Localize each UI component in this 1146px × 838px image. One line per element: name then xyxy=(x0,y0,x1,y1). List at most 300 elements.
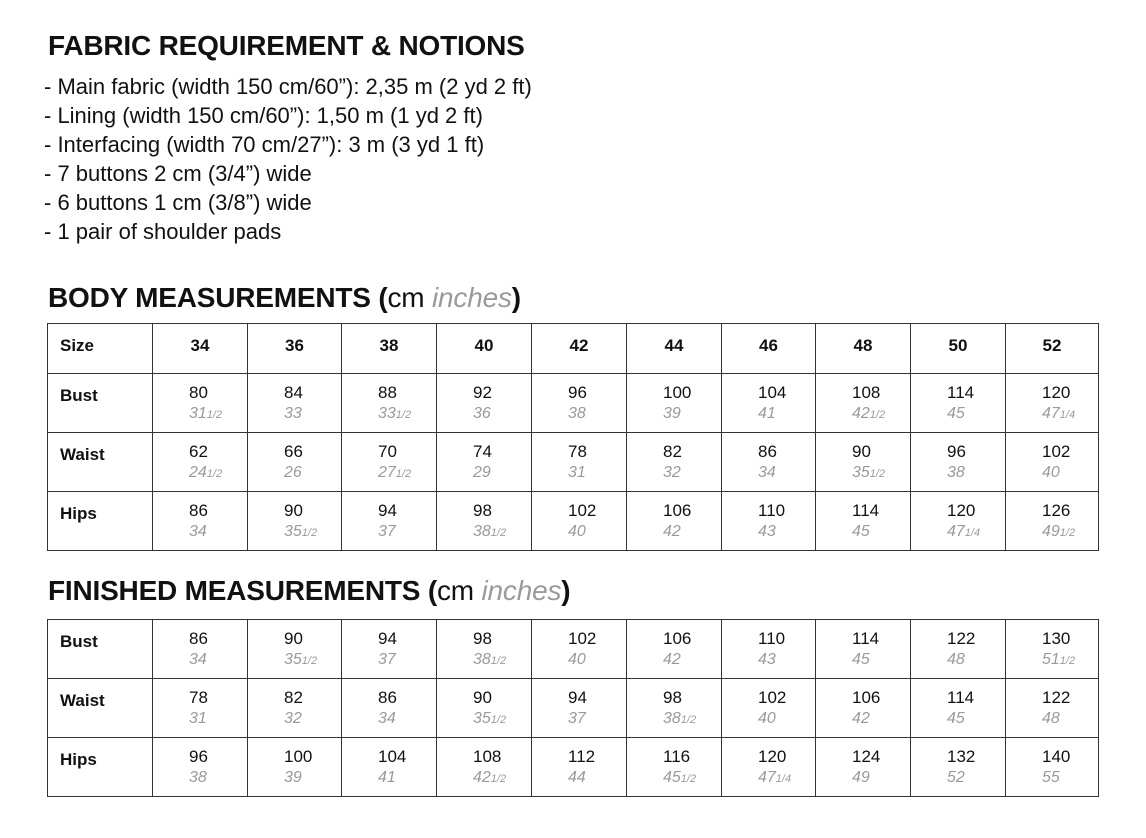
inch-value xyxy=(189,403,247,426)
measure-cell xyxy=(627,738,722,797)
inch-whole: 45 xyxy=(947,710,965,727)
cell-values xyxy=(437,433,531,484)
inch-whole: 52 xyxy=(947,769,965,786)
measure-cell xyxy=(627,679,722,738)
cell-values xyxy=(437,620,531,672)
inch-value xyxy=(473,708,531,731)
measure-cell xyxy=(342,738,437,797)
inch-value xyxy=(568,767,626,789)
cm-value: 98 xyxy=(473,501,492,520)
inch-whole: 32 xyxy=(663,464,681,481)
measure-cell xyxy=(627,374,722,433)
inch-value xyxy=(284,521,341,544)
cell-values xyxy=(248,433,341,484)
inch-whole: 27 xyxy=(378,464,396,481)
cell-values xyxy=(816,738,910,789)
size-label: Size xyxy=(48,324,153,374)
cell-values xyxy=(816,679,910,730)
cell-values xyxy=(153,492,247,543)
cell-values xyxy=(248,620,341,672)
measure-cell xyxy=(911,433,1006,492)
cm-value: 66 xyxy=(284,442,303,461)
measure-cell xyxy=(816,738,911,797)
cm-value: 96 xyxy=(568,383,587,402)
cell-values xyxy=(342,620,436,671)
cell-values xyxy=(153,620,247,671)
measure-cell xyxy=(532,492,627,551)
inch-whole: 41 xyxy=(758,405,776,422)
cm-value: 82 xyxy=(663,442,682,461)
inch-whole: 47 xyxy=(758,769,776,786)
inch-whole: 40 xyxy=(568,651,586,668)
cell-values xyxy=(722,492,815,543)
inch-value xyxy=(758,462,815,484)
inch-fraction: 1/2 xyxy=(869,409,886,421)
measure-cell xyxy=(437,433,532,492)
measure-cell xyxy=(816,679,911,738)
cm-value: 120 xyxy=(947,501,976,520)
cm-value: 102 xyxy=(568,501,597,520)
inch-value xyxy=(284,767,341,789)
cm-value: 120 xyxy=(1042,383,1071,402)
inch-value xyxy=(947,767,1005,789)
cm-value: 92 xyxy=(473,383,492,402)
inch-whole: 43 xyxy=(758,523,776,540)
cm-value: 114 xyxy=(947,688,975,707)
cell-values xyxy=(722,679,815,730)
cm-value: 112 xyxy=(568,747,596,766)
inch-whole: 35 xyxy=(284,523,302,540)
inch-value xyxy=(378,649,436,671)
cm-value: 102 xyxy=(758,688,787,707)
cell-values xyxy=(722,374,815,425)
fabric-title: FABRIC REQUIREMENT & NOTIONS xyxy=(48,30,525,61)
cm-value: 122 xyxy=(947,629,976,648)
cell-values xyxy=(911,620,1005,671)
measure-cell xyxy=(437,374,532,433)
cell-values xyxy=(911,433,1005,484)
table-row xyxy=(48,738,1099,797)
cm-value: 90 xyxy=(852,442,871,461)
cell-values xyxy=(532,738,626,789)
inch-whole: 45 xyxy=(852,651,870,668)
inch-fraction: 1/2 xyxy=(301,527,318,539)
notions-list xyxy=(44,72,532,246)
cell-values xyxy=(532,679,626,730)
cm-value: 94 xyxy=(568,688,587,707)
unit-inches: inches xyxy=(432,282,512,313)
notion-item: - 7 buttons 2 cm (3/4”) wide xyxy=(44,161,312,186)
cm-value: 104 xyxy=(378,747,407,766)
inch-value xyxy=(473,767,531,790)
cm-value: 106 xyxy=(852,688,881,707)
inch-value xyxy=(947,403,1005,425)
cm-value: 140 xyxy=(1042,747,1071,766)
measure-cell xyxy=(627,492,722,551)
inch-whole: 29 xyxy=(473,464,491,481)
cell-values xyxy=(532,492,626,543)
inch-value xyxy=(663,767,721,790)
table-row xyxy=(48,620,1099,679)
inch-whole: 26 xyxy=(284,464,302,481)
inch-whole: 48 xyxy=(947,651,965,668)
cell-values xyxy=(437,679,531,731)
measure-cell xyxy=(627,433,722,492)
cm-value: 124 xyxy=(852,747,881,766)
measure-cell xyxy=(342,374,437,433)
inch-whole: 42 xyxy=(473,769,491,786)
cell-values xyxy=(1006,374,1098,426)
inch-whole: 33 xyxy=(284,405,302,422)
measure-cell xyxy=(342,620,437,679)
inch-value xyxy=(947,708,1005,730)
table-row xyxy=(48,374,1099,433)
cell-values xyxy=(911,738,1005,789)
cm-value: 130 xyxy=(1042,629,1071,648)
cell-values xyxy=(153,679,247,730)
inch-value xyxy=(663,708,721,731)
inch-value xyxy=(663,649,721,671)
cell-values xyxy=(248,374,341,425)
cm-value: 90 xyxy=(473,688,492,707)
notion-item: - Main fabric (width 150 cm/60”): 2,35 m (2 yd 2 ft) xyxy=(44,74,532,99)
measure-cell xyxy=(153,433,248,492)
inch-value xyxy=(473,649,531,672)
cm-value: 122 xyxy=(1042,688,1071,707)
inch-value xyxy=(947,649,1005,671)
cell-values xyxy=(722,433,815,484)
inch-value xyxy=(758,649,815,671)
measure-cell xyxy=(153,374,248,433)
cm-value: 88 xyxy=(378,383,397,402)
cm-value: 106 xyxy=(663,501,692,520)
measure-cell xyxy=(437,620,532,679)
inch-fraction: 1/2 xyxy=(206,468,223,480)
cm-value: 78 xyxy=(189,688,208,707)
cm-value: 90 xyxy=(284,501,303,520)
inch-value xyxy=(568,521,626,543)
inch-whole: 37 xyxy=(568,710,586,727)
measure-cell xyxy=(342,679,437,738)
row-label: Waist xyxy=(48,679,153,738)
cm-value: 102 xyxy=(568,629,597,648)
inch-whole: 38 xyxy=(568,405,586,422)
inch-value xyxy=(663,403,721,425)
measure-cell xyxy=(816,492,911,551)
measure-cell xyxy=(911,620,1006,679)
inch-whole: 45 xyxy=(947,405,965,422)
inch-value xyxy=(852,767,910,789)
cm-value: 82 xyxy=(284,688,303,707)
measure-cell xyxy=(816,620,911,679)
inch-value xyxy=(758,403,815,425)
inch-value xyxy=(473,521,531,544)
measure-cell xyxy=(816,433,911,492)
inch-fraction: 1/4 xyxy=(1059,409,1076,421)
cm-value: 98 xyxy=(473,629,492,648)
cm-value: 86 xyxy=(189,501,208,520)
cell-values xyxy=(627,433,721,484)
unit-inches: inches xyxy=(481,575,562,606)
cm-value: 94 xyxy=(378,501,397,520)
inch-value xyxy=(189,521,247,543)
size-header: 44 xyxy=(627,324,722,374)
measure-cell xyxy=(722,738,816,797)
inch-whole: 44 xyxy=(568,769,586,786)
cell-values xyxy=(437,492,531,544)
cell-values xyxy=(1006,620,1098,672)
cell-values xyxy=(532,433,626,484)
cm-value: 108 xyxy=(852,383,881,402)
inch-fraction: 1/4 xyxy=(964,527,981,539)
inch-whole: 31 xyxy=(189,710,207,727)
inch-whole: 49 xyxy=(1042,523,1060,540)
measure-cell xyxy=(911,374,1006,433)
inch-value xyxy=(568,708,626,730)
inch-value xyxy=(852,403,910,426)
cm-value: 100 xyxy=(284,747,313,766)
title-close: ) xyxy=(561,575,571,606)
title-text: FINISHED MEASUREMENTS ( xyxy=(48,575,437,606)
inch-fraction: 1/2 xyxy=(680,714,697,726)
cell-values xyxy=(1006,433,1098,484)
inch-fraction: 1/2 xyxy=(395,409,412,421)
cell-values xyxy=(722,620,815,671)
measure-cell xyxy=(1006,620,1099,679)
cell-values xyxy=(342,492,436,543)
inch-whole: 42 xyxy=(852,405,870,422)
inch-value xyxy=(189,462,247,485)
inch-value xyxy=(473,462,531,484)
cell-values xyxy=(1006,738,1098,789)
inch-whole: 31 xyxy=(189,405,207,422)
inch-value xyxy=(852,462,910,485)
inch-value xyxy=(284,462,341,484)
measure-cell xyxy=(437,738,532,797)
measure-cell xyxy=(248,374,342,433)
inch-whole: 33 xyxy=(378,405,396,422)
inch-whole: 39 xyxy=(663,405,681,422)
size-header-row xyxy=(48,324,1099,374)
measure-cell xyxy=(722,433,816,492)
size-header: 46 xyxy=(722,324,816,374)
cm-value: 86 xyxy=(758,442,777,461)
inch-value xyxy=(189,649,247,671)
cm-value: 96 xyxy=(189,747,208,766)
inch-value xyxy=(1042,521,1098,544)
body-measurements-title xyxy=(48,282,521,314)
cm-value: 62 xyxy=(189,442,208,461)
row-label: Hips xyxy=(48,492,153,551)
measure-cell xyxy=(248,738,342,797)
inch-value xyxy=(758,708,815,730)
inch-whole: 34 xyxy=(189,523,207,540)
measure-cell xyxy=(722,620,816,679)
measure-cell xyxy=(816,374,911,433)
cm-value: 84 xyxy=(284,383,303,402)
inch-value xyxy=(378,708,436,730)
cm-value: 74 xyxy=(473,442,492,461)
inch-whole: 47 xyxy=(1042,405,1060,422)
measure-cell xyxy=(1006,374,1099,433)
inch-fraction: 1/2 xyxy=(490,714,507,726)
inch-value xyxy=(284,649,341,672)
notion-item: - Interfacing (width 70 cm/27”): 3 m (3 yd 1 ft) xyxy=(44,132,485,157)
row-label: Bust xyxy=(48,374,153,433)
measure-cell xyxy=(532,374,627,433)
inch-value xyxy=(1042,649,1098,672)
cm-value: 110 xyxy=(758,501,786,520)
measure-cell xyxy=(911,492,1006,551)
measure-cell xyxy=(911,679,1006,738)
inch-whole: 49 xyxy=(852,769,870,786)
inch-whole: 42 xyxy=(852,710,870,727)
cm-value: 108 xyxy=(473,747,502,766)
cell-values xyxy=(816,433,910,485)
cm-value: 132 xyxy=(947,747,976,766)
inch-value xyxy=(378,403,436,426)
inch-value xyxy=(378,767,436,789)
size-header: 50 xyxy=(911,324,1006,374)
cell-values xyxy=(248,738,341,789)
inch-whole: 45 xyxy=(663,769,681,786)
cell-values xyxy=(816,374,910,426)
unit-cm: cm xyxy=(387,282,433,313)
cell-values xyxy=(153,374,247,426)
size-header: 42 xyxy=(532,324,627,374)
cell-values xyxy=(816,492,910,543)
inch-fraction: 1/2 xyxy=(206,409,223,421)
inch-whole: 34 xyxy=(378,710,396,727)
cm-value: 116 xyxy=(663,747,691,766)
inch-value xyxy=(284,708,341,730)
cm-value: 106 xyxy=(663,629,692,648)
measure-cell xyxy=(532,433,627,492)
cell-values xyxy=(153,738,247,789)
measure-cell xyxy=(722,374,816,433)
inch-fraction: 1/2 xyxy=(869,468,886,480)
inch-whole: 55 xyxy=(1042,769,1060,786)
cell-values xyxy=(532,374,626,425)
measure-cell xyxy=(153,679,248,738)
measure-cell xyxy=(627,620,722,679)
inch-whole: 34 xyxy=(758,464,776,481)
inch-value xyxy=(852,521,910,543)
cell-values xyxy=(627,620,721,671)
inch-fraction: 1/2 xyxy=(1059,655,1076,667)
title-text: BODY MEASUREMENTS ( xyxy=(48,282,388,313)
cell-values xyxy=(816,620,910,671)
inch-value xyxy=(947,462,1005,484)
inch-value xyxy=(473,403,531,425)
inch-whole: 35 xyxy=(284,651,302,668)
inch-value xyxy=(1042,767,1098,789)
inch-whole: 34 xyxy=(189,651,207,668)
cell-values xyxy=(911,374,1005,425)
measure-cell xyxy=(153,620,248,679)
inch-whole: 47 xyxy=(947,523,965,540)
size-header: 34 xyxy=(153,324,248,374)
inch-value xyxy=(568,462,626,484)
body-measurements-table xyxy=(47,323,1099,551)
cell-values xyxy=(342,738,436,789)
inch-fraction: 1/2 xyxy=(490,527,507,539)
row-label: Hips xyxy=(48,738,153,797)
row-label: Bust xyxy=(48,620,153,679)
cm-value: 80 xyxy=(189,383,208,402)
inch-whole: 42 xyxy=(663,651,681,668)
inch-whole: 24 xyxy=(189,464,207,481)
inch-whole: 51 xyxy=(1042,651,1060,668)
inch-fraction: 1/2 xyxy=(680,773,697,785)
inch-whole: 40 xyxy=(1042,464,1060,481)
inch-whole: 36 xyxy=(473,405,491,422)
cm-value: 114 xyxy=(852,629,880,648)
row-label: Waist xyxy=(48,433,153,492)
size-header: 52 xyxy=(1006,324,1099,374)
measure-cell xyxy=(248,620,342,679)
inch-whole: 37 xyxy=(378,651,396,668)
cm-value: 96 xyxy=(947,442,966,461)
inch-whole: 43 xyxy=(758,651,776,668)
inch-value xyxy=(663,521,721,543)
inch-value xyxy=(758,521,815,543)
cell-values xyxy=(722,738,815,790)
cell-values xyxy=(627,492,721,543)
inch-value xyxy=(663,462,721,484)
inch-value xyxy=(284,403,341,425)
cell-values xyxy=(437,374,531,425)
inch-whole: 35 xyxy=(852,464,870,481)
inch-value xyxy=(1042,403,1098,426)
cm-value: 104 xyxy=(758,383,787,402)
notion-item: - 6 buttons 1 cm (3/8”) wide xyxy=(44,190,312,215)
measure-cell xyxy=(153,738,248,797)
measure-cell xyxy=(248,679,342,738)
notion-item: - Lining (width 150 cm/60”): 1,50 m (1 yd 2 ft) xyxy=(44,103,483,128)
inch-value xyxy=(852,708,910,730)
inch-whole: 35 xyxy=(473,710,491,727)
measure-cell xyxy=(248,492,342,551)
inch-fraction: 1/2 xyxy=(1059,527,1076,539)
inch-value xyxy=(189,708,247,730)
inch-whole: 38 xyxy=(473,651,491,668)
inch-whole: 38 xyxy=(189,769,207,786)
cm-value: 114 xyxy=(852,501,880,520)
inch-whole: 32 xyxy=(284,710,302,727)
cell-values xyxy=(437,738,531,790)
inch-value xyxy=(189,767,247,789)
measure-cell xyxy=(911,738,1006,797)
cell-values xyxy=(342,433,436,485)
finished-measurements-title xyxy=(48,575,570,607)
inch-fraction: 1/2 xyxy=(301,655,318,667)
inch-whole: 42 xyxy=(663,523,681,540)
inch-whole: 31 xyxy=(568,464,586,481)
inch-whole: 39 xyxy=(284,769,302,786)
inch-fraction: 1/2 xyxy=(490,655,507,667)
cell-values xyxy=(627,738,721,790)
cell-values xyxy=(248,492,341,544)
measure-cell xyxy=(342,492,437,551)
inch-whole: 38 xyxy=(473,523,491,540)
cell-values xyxy=(627,374,721,425)
table-row xyxy=(48,492,1099,551)
cell-values xyxy=(248,679,341,730)
cell-values xyxy=(342,679,436,730)
inch-value xyxy=(758,767,815,790)
inch-whole: 40 xyxy=(568,523,586,540)
